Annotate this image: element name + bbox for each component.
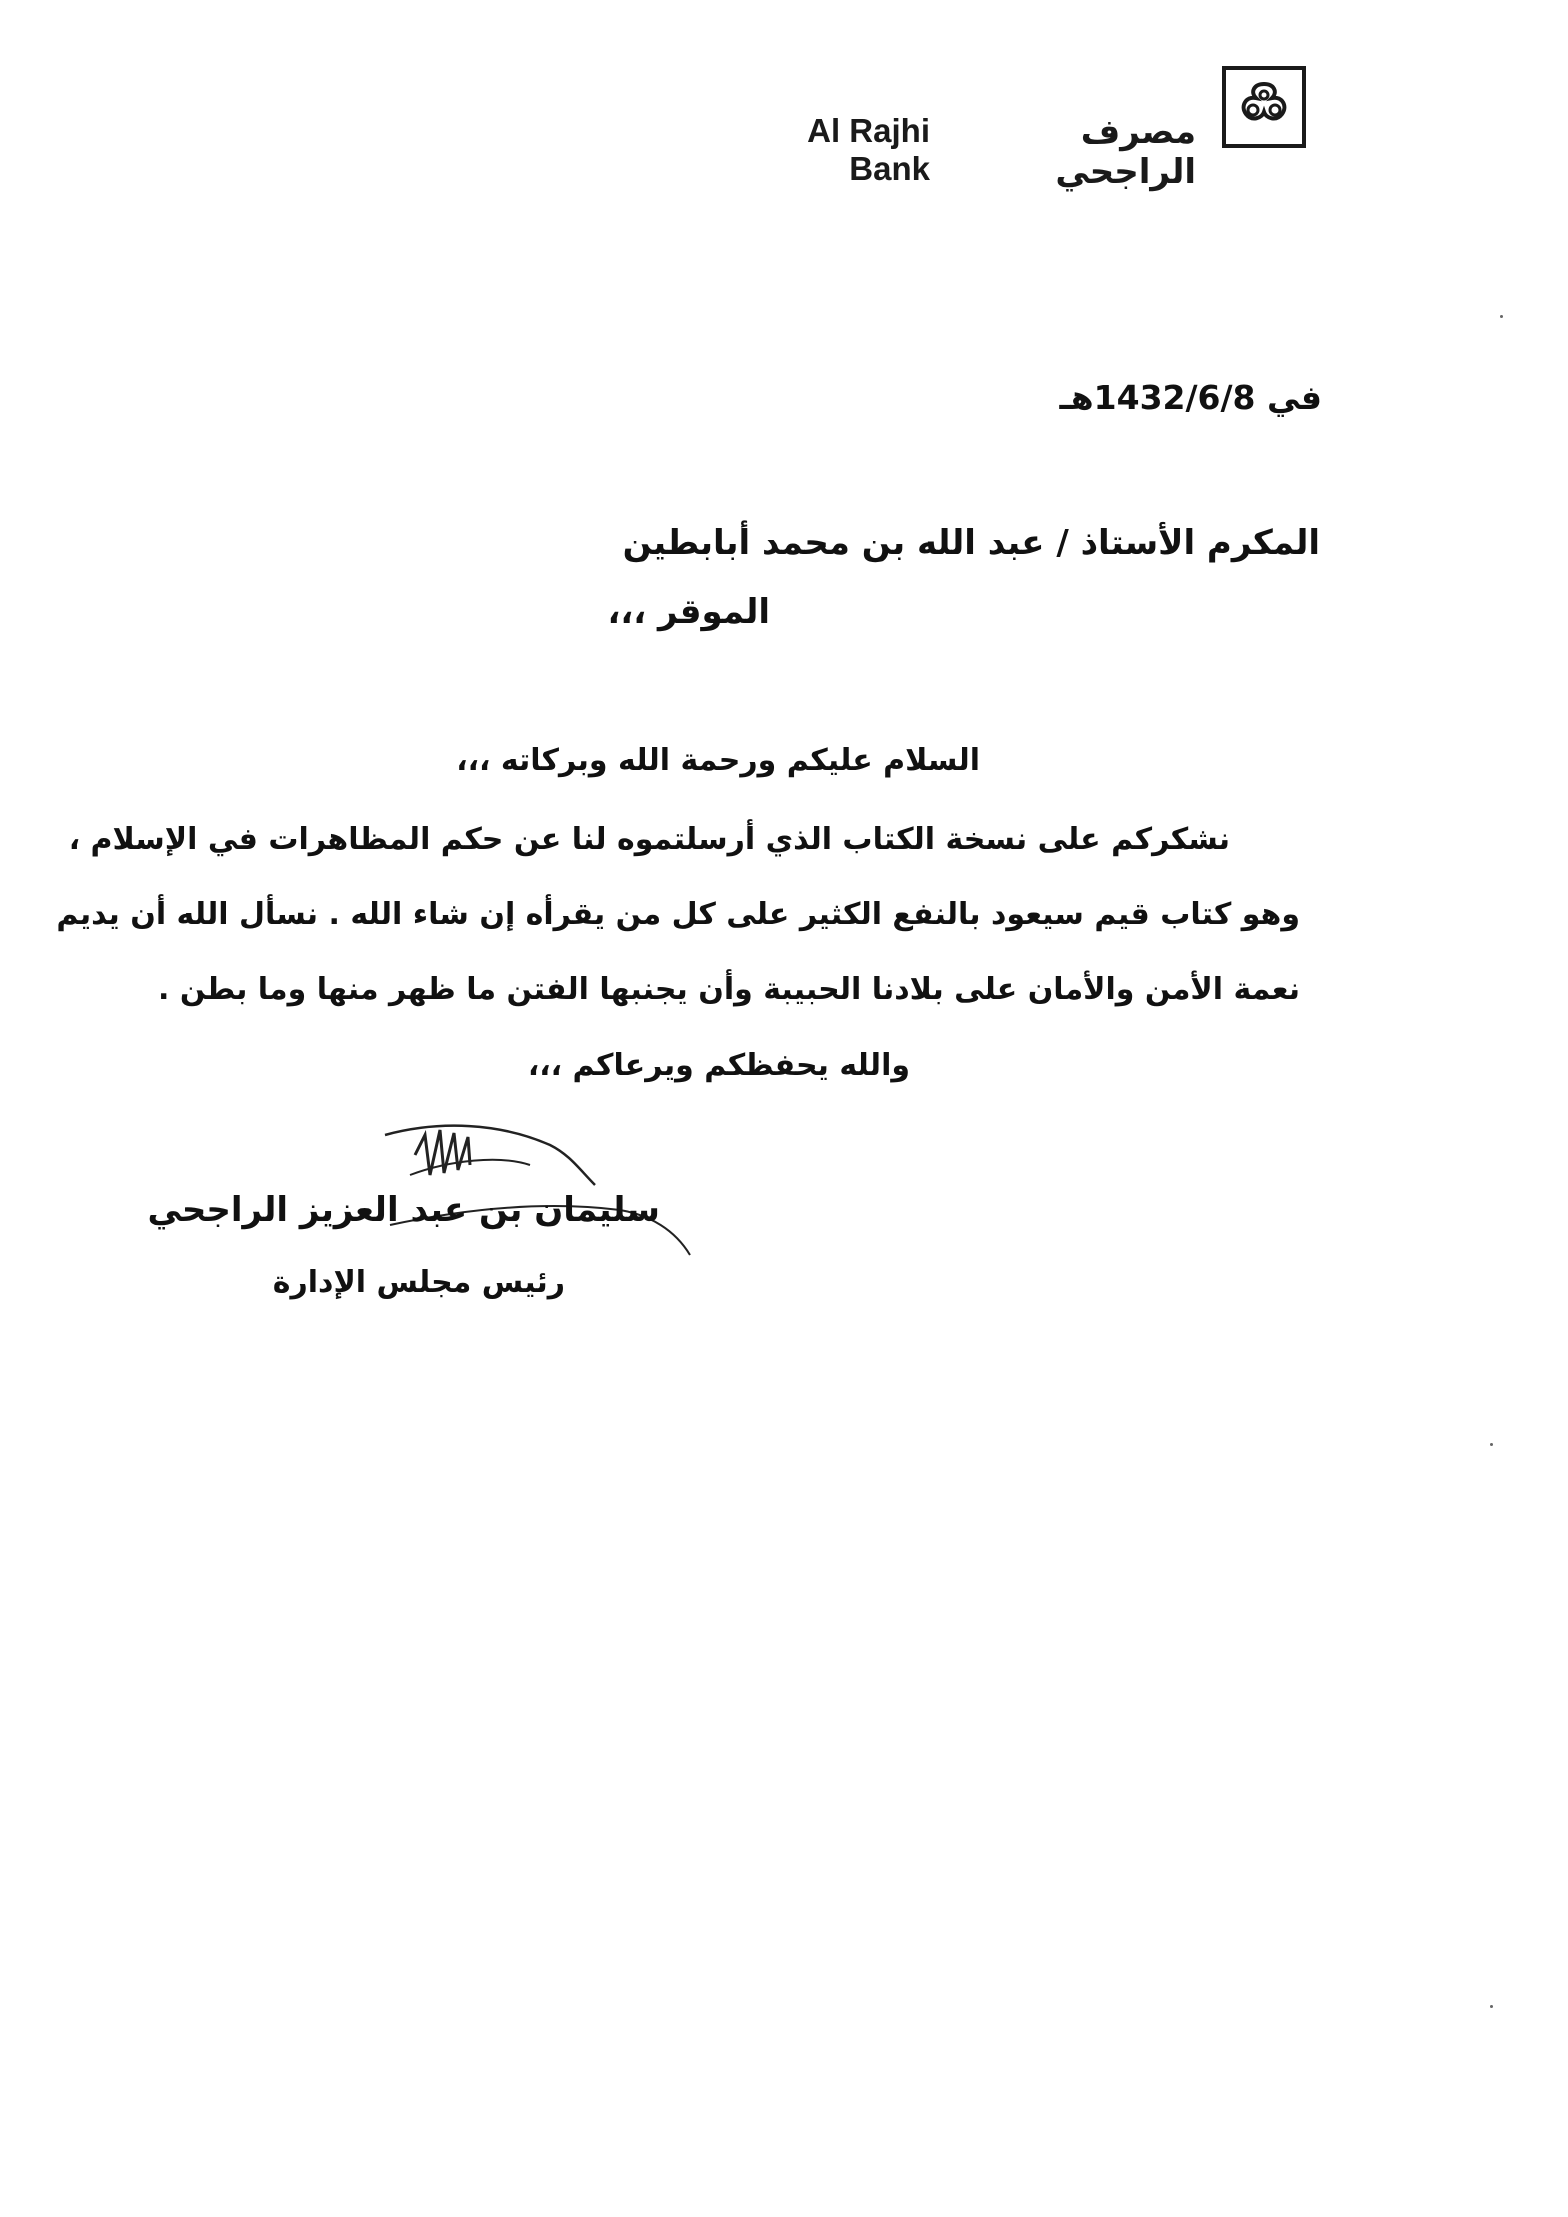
honorific: الموقر ،،، [607, 592, 770, 632]
addressee: المكرم الأستاذ / عبد الله بن محمد أبابطين [622, 523, 1320, 563]
body-line: وهو كتاب قيم سيعود بالنفع الكثير على كل من يقرأه إن شاء الله . نسأل الله أن يديم [56, 897, 1300, 932]
signatory-name: سليمان بن عبد العزيز الراجحي [147, 1190, 660, 1230]
al-rajhi-logo-icon [1222, 66, 1306, 148]
closing-line: والله يحفظكم ويرعاكم ،،، [527, 1048, 910, 1083]
bank-name-english: Al Rajhi Bank [807, 112, 930, 187]
body-line: نعمة الأمن والأمان على بلادنا الحبيبة وأن يجنبها الفتن ما ظهر منها وما بطن . [158, 972, 1300, 1007]
greeting: السلام عليكم ورحمة الله وبركاته ،،، [456, 743, 980, 778]
scan-speck [1490, 1443, 1493, 1446]
bank-name-arabic: مصرف الراجحي [1055, 112, 1196, 192]
signatory-title: رئيس مجلس الإدارة [272, 1265, 565, 1300]
body-line: نشكركم على نسخة الكتاب الذي أرسلتموه لنا عن حكم المظاهرات في الإسلام ، [68, 822, 1230, 857]
scan-speck [1490, 2005, 1493, 2008]
letter-date: في 1432/6/8هـ [1059, 378, 1322, 417]
scan-speck [1500, 315, 1503, 318]
